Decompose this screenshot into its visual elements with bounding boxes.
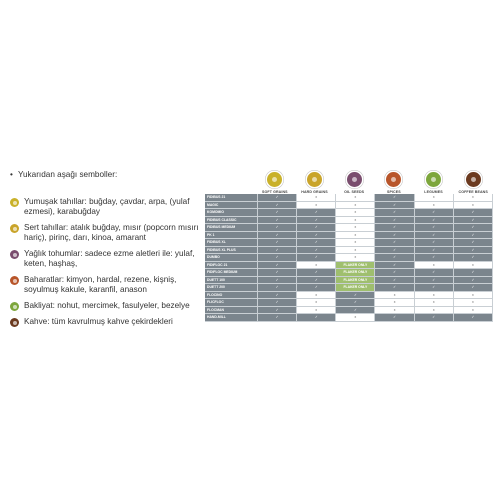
table-row [205,224,493,232]
model-name: MAGIC [205,201,258,209]
legend-text: Bakliyat: nohut, mercimek, fasulyeler, bezelye [24,301,190,310]
check-icon: ✓ [258,201,297,209]
check-icon: ✓ [336,291,375,299]
cross-icon: x [453,201,492,209]
model-name: KOMOMIO [205,209,258,217]
legend-item [10,197,200,217]
check-icon: ✓ [258,284,297,292]
cross-icon: x [414,261,453,269]
check-icon: ✓ [414,246,453,254]
check-icon: ✓ [375,246,414,254]
cross-icon: x [453,261,492,269]
table-row [205,291,493,299]
check-icon: ✓ [258,194,297,201]
check-icon: ✓ [375,216,414,224]
check-icon: ✓ [297,246,336,254]
cross-icon: x [414,306,453,314]
check-icon: ✓ [414,276,453,284]
flaker-only-cell: FLAKER ONLY [336,276,375,284]
intro-text [10,170,117,179]
model-name: DUMBO [205,254,258,262]
legend-item [10,223,200,243]
check-icon: ✓ [258,231,297,239]
check-icon: ✓ [375,194,414,201]
category-icon [466,172,481,187]
check-icon: ✓ [258,299,297,307]
column-label: OIL SEEDS [344,190,365,194]
check-icon: ✓ [375,254,414,262]
cross-icon: x [375,291,414,299]
cross-icon: x [375,299,414,307]
check-icon: ✓ [375,269,414,277]
check-icon: ✓ [297,284,336,292]
model-name: DUETT 200 [205,284,258,292]
check-icon: ✓ [453,246,492,254]
cross-icon: x [297,201,336,209]
legend-item [10,275,200,295]
check-icon: ✓ [453,216,492,224]
category-icon [307,172,322,187]
cross-icon: x [336,239,375,247]
flaker-only-cell: FLAKER ONLY [336,261,375,269]
table-row [205,306,493,314]
check-icon: ✓ [414,314,453,322]
cross-icon: x [414,194,453,201]
column-label: LEGUMES [424,190,443,194]
model-name: FIDIFLOC 21 [205,261,258,269]
column-label: SPICES [386,190,401,194]
cross-icon: x [336,246,375,254]
check-icon: ✓ [297,224,336,232]
table-row [205,276,493,284]
legend-text: Yağlık tohumlar: sadece ezme aletleri ile: yulaf, keten, haşhaş, [24,249,195,268]
column-label: SOFT GRAINS [262,190,288,194]
check-icon: ✓ [453,276,492,284]
check-icon: ✓ [375,314,414,322]
column-header [414,162,454,194]
legend-text: Sert tahıllar: atalık buğday, mısır (popcorn mısırı hariç), pirinç, darı, kinoa, amarant [24,223,199,242]
check-icon: ✓ [258,216,297,224]
coffee-icon [10,318,19,327]
check-icon: ✓ [258,314,297,322]
cross-icon: x [453,291,492,299]
table-row [205,261,493,269]
column-header [374,162,414,194]
legend-text: Yumuşak tahıllar: buğday, çavdar, arpa, (yulaf ezmesi), karabuğday [24,197,190,216]
table-row [205,216,493,224]
spice-icon [10,276,19,285]
check-icon: ✓ [414,216,453,224]
check-icon: ✓ [258,306,297,314]
check-icon: ✓ [258,224,297,232]
check-icon: ✓ [375,239,414,247]
check-icon: ✓ [414,209,453,217]
check-icon: ✓ [453,284,492,292]
cross-icon: x [336,314,375,322]
category-icon [347,172,362,187]
cross-icon: x [336,231,375,239]
check-icon: ✓ [297,269,336,277]
check-icon: ✓ [375,284,414,292]
check-icon: ✓ [453,314,492,322]
column-header [255,162,295,194]
table-row [205,239,493,247]
check-icon: ✓ [258,254,297,262]
check-icon: ✓ [297,239,336,247]
check-icon: ✓ [414,231,453,239]
cross-icon: x [414,201,453,209]
table-row [205,209,493,217]
wheat-icon [10,198,19,207]
table-row [205,254,493,262]
chart-header [255,162,493,194]
table-row [205,284,493,292]
intro-label: Yukarıdan aşağı semboller: [18,170,118,179]
check-icon: ✓ [453,224,492,232]
check-icon: ✓ [375,209,414,217]
corn-icon [10,224,19,233]
check-icon: ✓ [375,201,414,209]
legend-item [10,301,200,311]
check-icon: ✓ [258,246,297,254]
check-icon: ✓ [336,299,375,307]
table-row [205,194,493,201]
check-icon: ✓ [375,224,414,232]
check-icon: ✓ [297,276,336,284]
check-icon: ✓ [414,269,453,277]
compatibility-table [205,194,493,322]
table-row [205,299,493,307]
check-icon: ✓ [414,239,453,247]
flaker-only-cell: FLAKER ONLY [336,269,375,277]
cross-icon: x [336,201,375,209]
check-icon: ✓ [375,231,414,239]
check-icon: ✓ [297,216,336,224]
legend-item [10,317,200,327]
cross-icon: x [336,224,375,232]
check-icon: ✓ [258,291,297,299]
cross-icon: x [297,291,336,299]
check-icon: ✓ [453,239,492,247]
cross-icon: x [453,306,492,314]
cross-icon: x [453,194,492,201]
model-name: FLICFLOC [205,299,258,307]
model-name: DUETT 100 [205,276,258,284]
model-name: FIDIBUS MEDIUM [205,224,258,232]
check-icon: ✓ [297,254,336,262]
cross-icon: x [297,306,336,314]
cross-icon: x [336,254,375,262]
model-name: PK 1 [205,231,258,239]
table-row [205,269,493,277]
check-icon: ✓ [414,284,453,292]
table-row [205,314,493,322]
check-icon: ✓ [297,231,336,239]
cross-icon: x [336,194,375,201]
category-icon [267,172,282,187]
column-label: HARD GRAINS [301,190,328,194]
cross-icon: x [297,194,336,201]
legend-text: Baharatlar: kimyon, hardal, rezene, kişniş, soyulmuş kakule, karanfil, anason [24,275,177,294]
legend-text: Kahve: tüm kavrulmuş kahve çekirdekleri [24,317,173,326]
flaker-only-cell: FLAKER ONLY [336,284,375,292]
check-icon: ✓ [375,276,414,284]
table-row [205,246,493,254]
category-icon [426,172,441,187]
cross-icon: x [297,261,336,269]
compatibility-chart [205,162,493,322]
table-row [205,231,493,239]
cross-icon: x [297,299,336,307]
model-name: FIDIBUS 21 [205,194,258,201]
table-row [205,201,493,209]
model-name: FIDIBUS XL [205,239,258,247]
cross-icon: x [414,299,453,307]
legend-item [10,249,200,269]
cross-icon: x [414,291,453,299]
check-icon: ✓ [375,261,414,269]
cross-icon: x [336,216,375,224]
cross-icon: x [336,209,375,217]
check-icon: ✓ [453,231,492,239]
check-icon: ✓ [258,209,297,217]
check-icon: ✓ [336,306,375,314]
legume-icon [10,302,19,311]
column-label: COFFEE BEANS [458,190,488,194]
model-name: HAND-MILL [205,314,258,322]
cross-icon: x [375,306,414,314]
check-icon: ✓ [258,276,297,284]
column-header [453,162,493,194]
check-icon: ✓ [414,224,453,232]
check-icon: ✓ [453,209,492,217]
column-header [334,162,374,194]
model-name: FIDIBUS XL PLUS [205,246,258,254]
model-name: FLOCMAN [205,306,258,314]
check-icon: ✓ [297,209,336,217]
check-icon: ✓ [258,269,297,277]
model-name: FIDIBUS CLASSIC [205,216,258,224]
cross-icon: x [453,299,492,307]
check-icon: ✓ [414,254,453,262]
check-icon: ✓ [258,239,297,247]
category-icon [386,172,401,187]
bullet-icon: • [10,170,13,179]
check-icon: ✓ [297,314,336,322]
seed-icon [10,250,19,259]
model-name: FIDIFLOC MEDIUM [205,269,258,277]
check-icon: ✓ [258,261,297,269]
symbol-legend [10,197,200,333]
column-header [295,162,335,194]
check-icon: ✓ [453,254,492,262]
model-name: FLOCINO [205,291,258,299]
check-icon: ✓ [453,269,492,277]
